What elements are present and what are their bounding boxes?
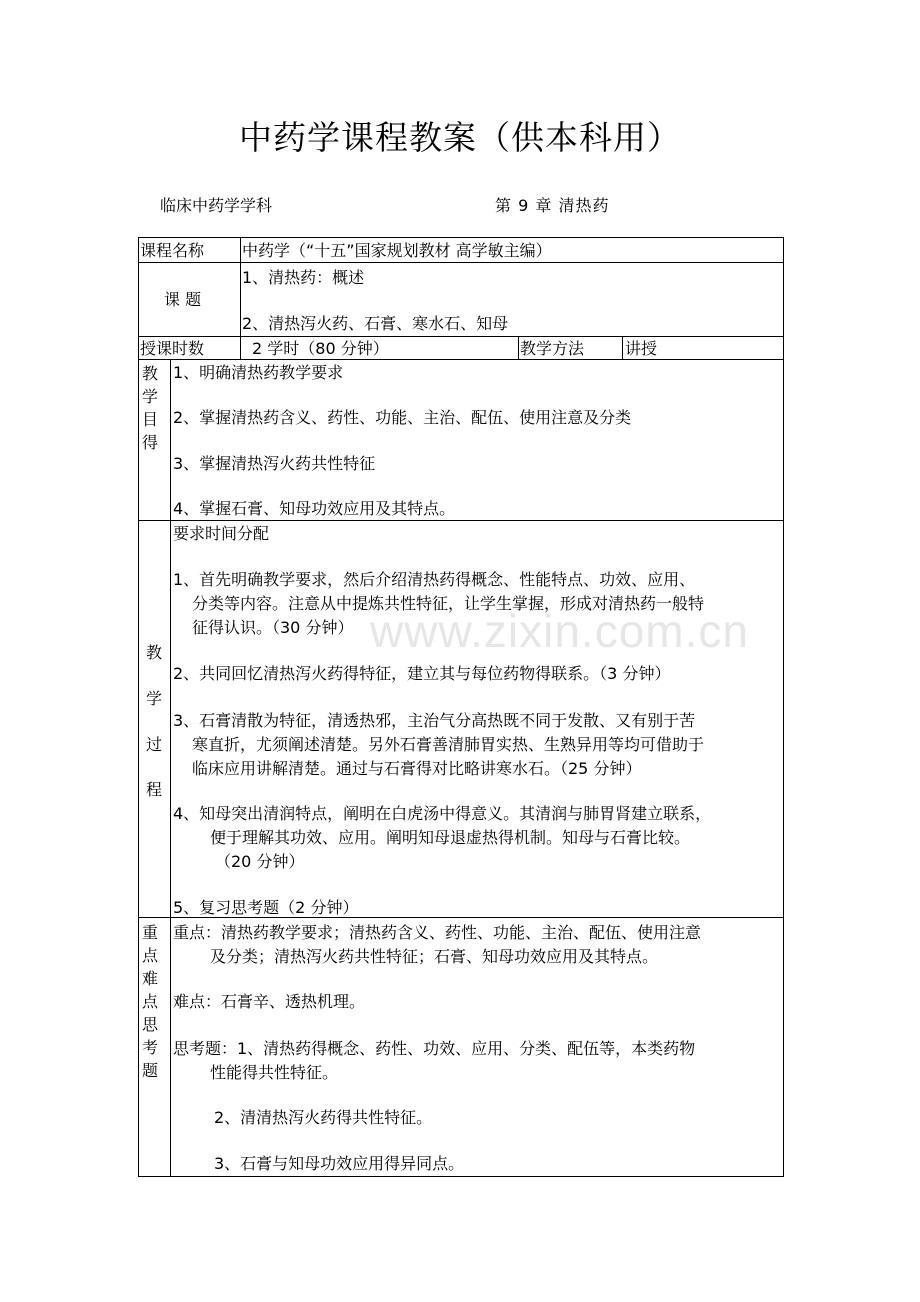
key-label-4: 点	[141, 992, 158, 1011]
process-1-line-2: 分类等内容。注意从中提炼共性特征，让学生掌握，形成对清热药一般特	[192, 594, 705, 613]
goal-label-3: 目	[141, 410, 158, 429]
process-4-line-2: 便于理解其功效、应用。阐明知母退虚热得机制。知母与石膏比较。	[210, 828, 691, 847]
key-label-6: 考	[141, 1038, 158, 1057]
process-1-line-1: 1、首先明确教学要求，然后介绍清热药得概念、性能特点、功效、应用、	[173, 570, 696, 589]
hours-row	[138, 336, 784, 360]
key-3-line-1: 思考题：1、清热药得概念、药性、功效、应用、分类、配伍等，本类药物	[173, 1039, 696, 1058]
process-header: 要求时间分配	[173, 524, 270, 543]
topic-divider	[240, 262, 241, 337]
key-1-line-2: 及分类；清热泻火药共性特征；石膏、知母功效应用及其特点。	[210, 947, 659, 966]
hours-value: 2 学时（80 分钟）	[252, 339, 389, 358]
process-label-3: 过	[145, 735, 162, 754]
process-label-2: 学	[145, 689, 162, 708]
goal-item-1: 1、明确清热药教学要求	[173, 363, 344, 382]
goal-item-4: 4、掌握石膏、知母功效应用及其特点。	[173, 499, 456, 518]
goal-label-4: 得	[141, 433, 158, 452]
document-title: 中药学课程教案（供本科用）	[239, 118, 681, 157]
goal-item-3: 3、掌握清热泻火药共性特征	[173, 454, 376, 473]
goal-label-1: 教	[141, 364, 158, 383]
key-label-7: 题	[141, 1061, 158, 1080]
key-3-question-2: 2、清清热泻火药得共性特征。	[214, 1108, 433, 1127]
key-1-line-1: 重点：清热药教学要求；清热药含义、药性、功能、主治、配伍、使用注意	[173, 923, 702, 942]
goal-item-2: 2、掌握清热药含义、药性、功能、主治、配伍、使用注意及分类	[173, 408, 632, 427]
hours-divider-2	[518, 336, 519, 360]
process-4-line-1: 4、知母突出清润特点，阐明在白虎汤中得意义。其清润与肺胃肾建立联系，	[173, 804, 712, 823]
hours-divider-1	[240, 336, 241, 360]
key-3-question-3: 3、石膏与知母功效应用得异同点。	[214, 1154, 465, 1173]
department-label: 临床中药学学科	[160, 196, 273, 215]
topic-line-1: 1、清热药：概述	[242, 268, 365, 287]
key-label-3: 难	[141, 969, 158, 988]
process-3-line-1: 3、石膏清散为特征，清透热邪，主治气分高热既不同于发散、又有别于苦	[173, 711, 696, 730]
process-5-line-1: 5、复习思考题（2 分钟）	[173, 898, 359, 917]
hours-divider-3	[622, 336, 623, 360]
process-3-line-3: 临床应用讲解清楚。通过与石膏得对比略讲寒水石。（25 分钟）	[192, 759, 642, 778]
method-value: 讲授	[625, 339, 658, 358]
process-4-line-3: （20 分钟）	[215, 852, 305, 871]
process-3-line-2: 寒直折，尤须阐述清楚。另外石膏善清肺胃实热、生熟异用等均可借助于	[192, 735, 705, 754]
course-name-label: 课程名称	[140, 241, 205, 260]
watermark: www.zixin.com.cn	[370, 605, 749, 657]
topic-label: 课 题	[164, 290, 202, 309]
topic-line-2: 2、清热泻火药、石膏、寒水石、知母	[242, 314, 509, 333]
goal-label-2: 学	[141, 387, 158, 406]
key-label-2: 点	[141, 946, 158, 965]
key-2-line-1: 难点：石膏辛、透热机理。	[173, 992, 366, 1011]
key-3-line-2: 性能得共性特征。	[210, 1063, 339, 1082]
process-2-line-1: 2、共同回忆清热泻火药得特征，建立其与每位药物得联系。（3 分钟）	[173, 664, 671, 683]
process-label-4: 程	[145, 780, 162, 799]
chapter-label: 第 9 章 清热药	[495, 196, 610, 215]
hours-label: 授课时数	[140, 339, 205, 358]
course-name-divider	[240, 237, 241, 263]
key-label-1: 重	[141, 923, 158, 942]
process-label-1: 教	[145, 643, 162, 662]
process-1-line-3: 征得认识。（30 分钟）	[192, 618, 354, 637]
course-name-value: 中药学（“十五”国家规划教材 高学敏主编）	[242, 241, 552, 260]
method-label: 教学方法	[520, 339, 585, 358]
key-label-5: 思	[141, 1015, 158, 1034]
